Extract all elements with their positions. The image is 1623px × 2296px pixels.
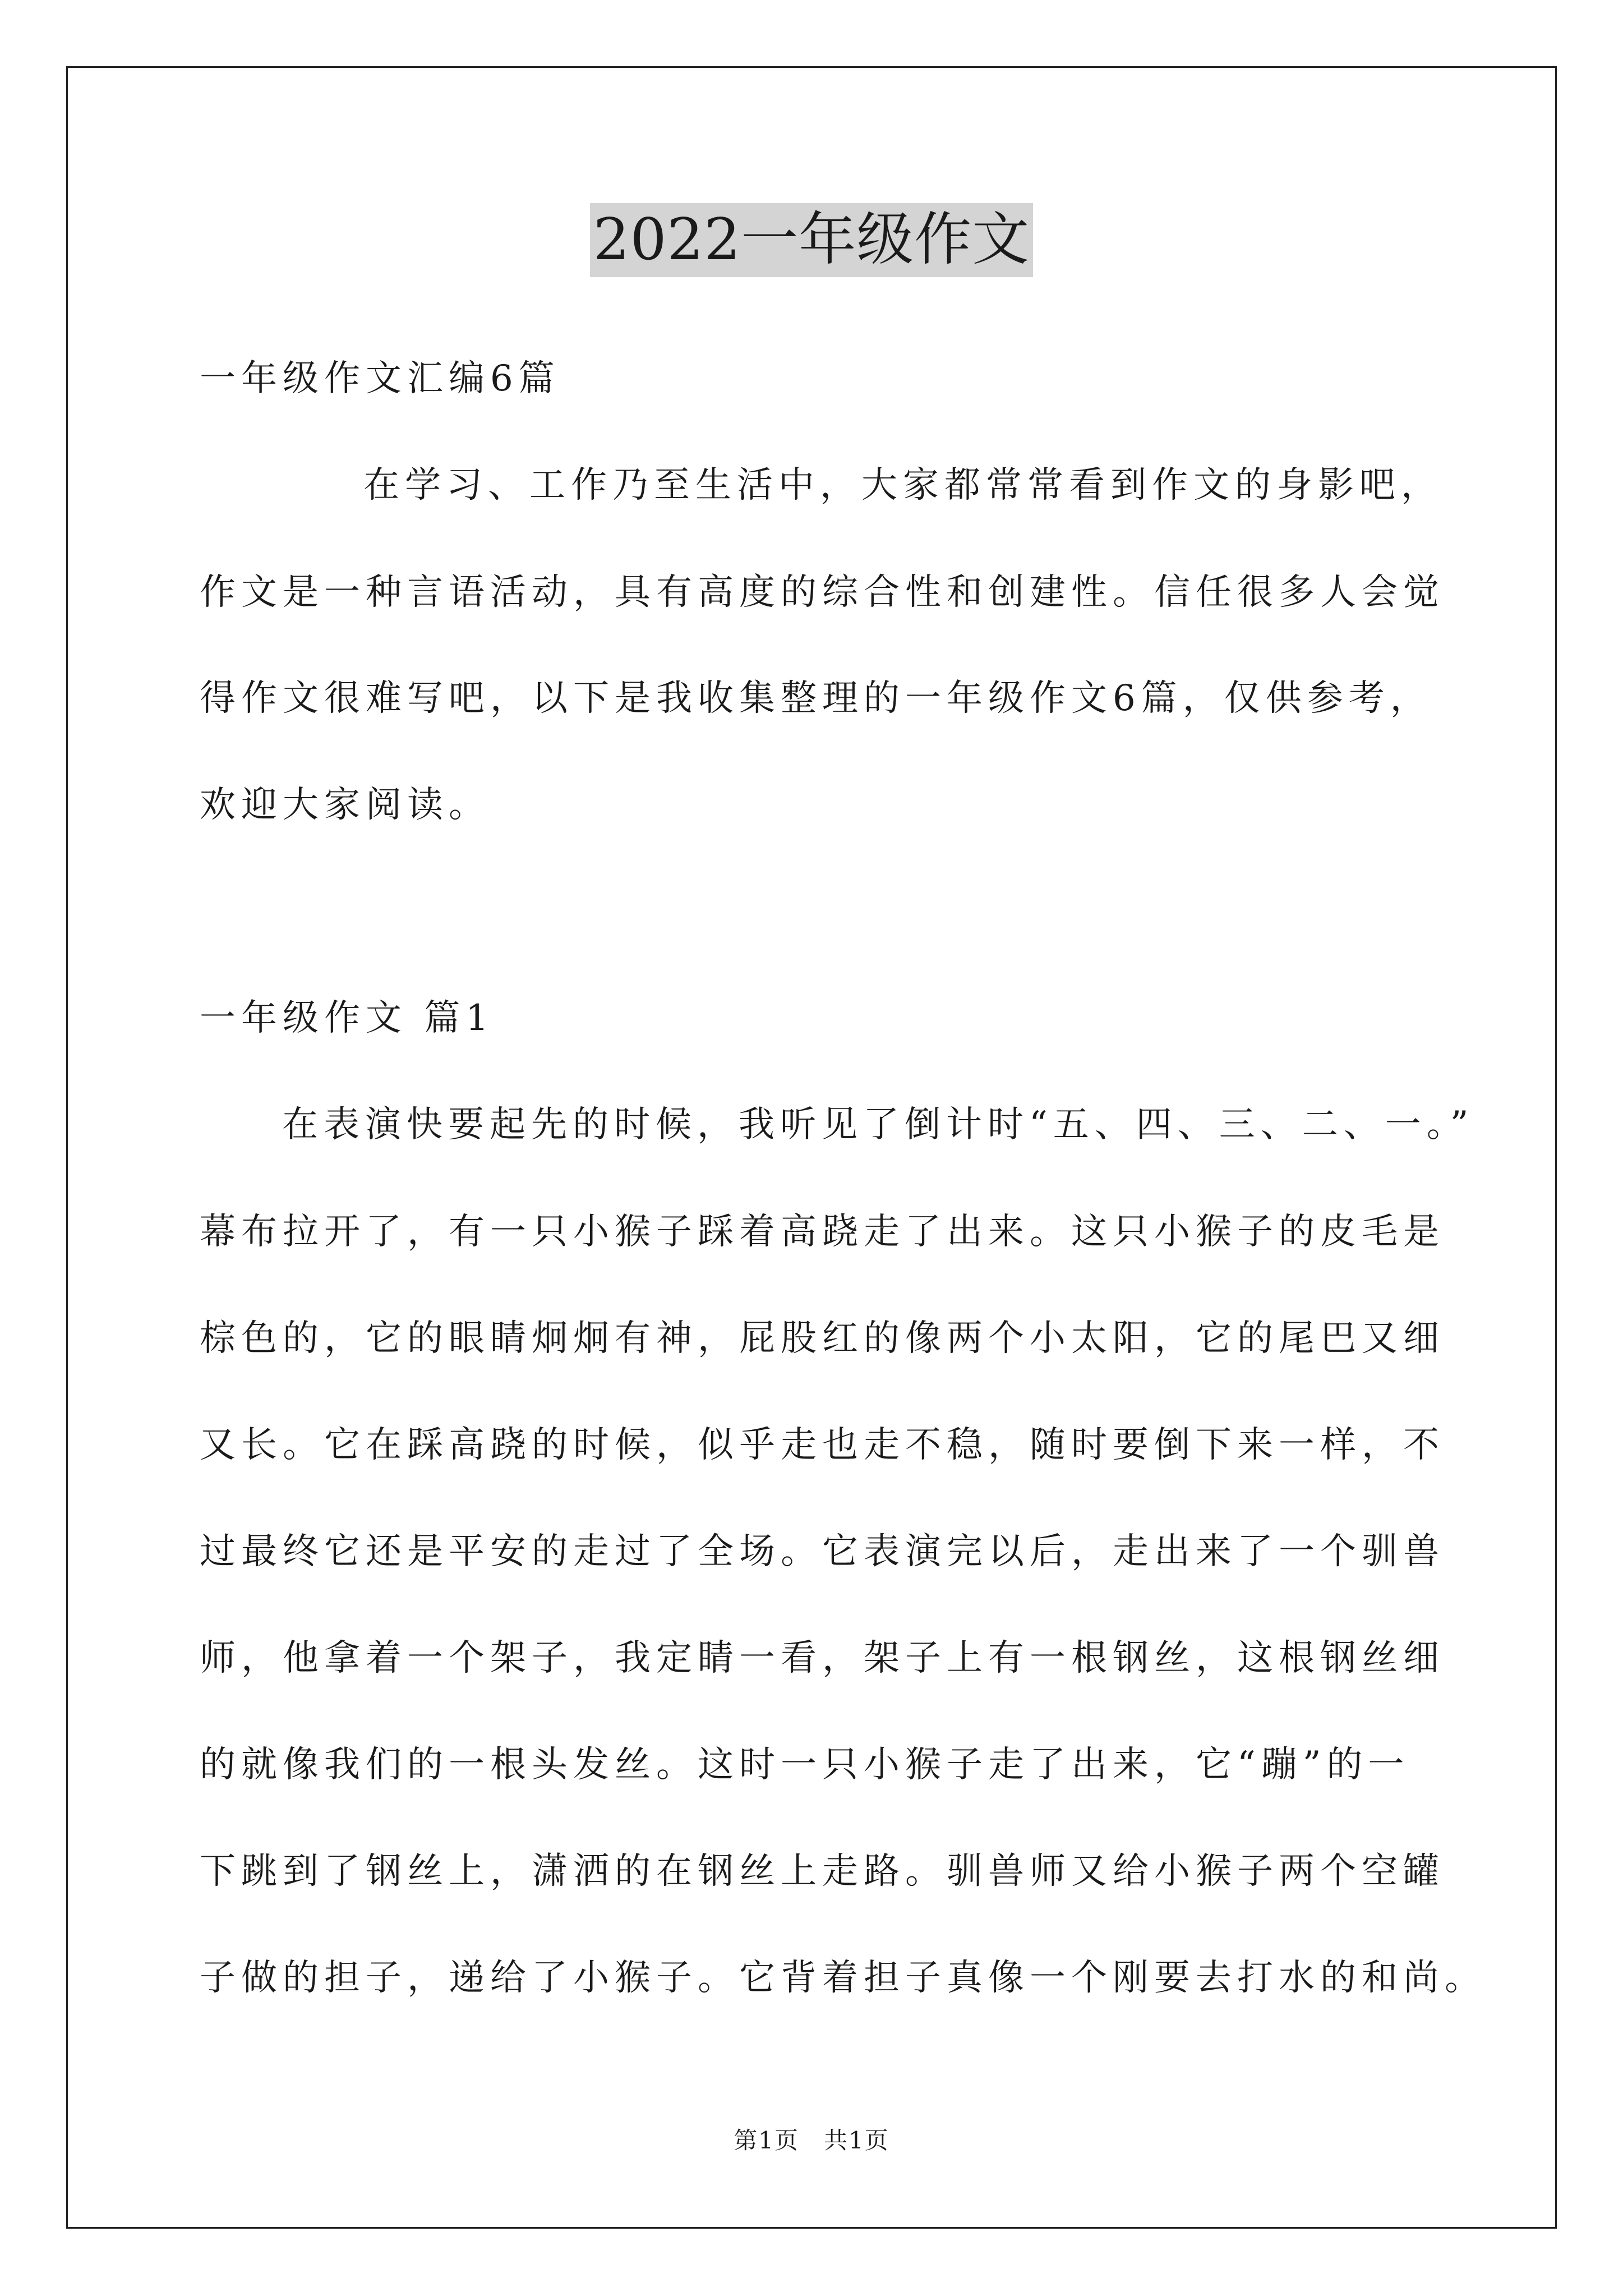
section-heading: 一年级作文 篇1 [200, 997, 495, 1039]
intro-line-3: 得作文很难写吧，以下是我收集整理的一年级作文6篇，仅供参考， [200, 678, 1432, 719]
title-container [0, 203, 1623, 277]
body-line-2: 幕布拉开了，有一只小猴子踩着高跷走了出来。这只小猴子的皮毛是 [200, 1211, 1445, 1253]
document-subtitle: 一年级作文汇编6篇 [200, 358, 560, 399]
body-line-8: 下跳到了钢丝上，潇洒的在钢丝上走路。驯兽师又给小猴子两个空罐 [200, 1851, 1445, 1892]
body-line-6: 师，他拿着一个架子，我定睛一看，架子上有一根钢丝，这根钢丝细 [200, 1637, 1445, 1679]
body-line-5: 过最终它还是平安的走过了全场。它表演完以后，走出来了一个驯兽 [200, 1531, 1445, 1572]
page-footer: 第1页 共1页 [734, 2127, 889, 2154]
body-line-3: 棕色的，它的眼睛炯炯有神，屁股红的像两个小太阳，它的尾巴又细 [200, 1318, 1445, 1359]
body-line-9: 子做的担子，递给了小猴子。它背着担子真像一个刚要去打水的和尚。 [200, 1957, 1486, 1999]
body-line-1: 在表演快要起先的时候，我听见了倒计时“五、四、三、二、一。” [282, 1104, 1474, 1145]
document-title: 2022一年级作文 [590, 203, 1034, 277]
intro-line-2: 作文是一种言语活动，具有高度的综合性和创建性。信任很多人会觉 [200, 572, 1445, 613]
body-line-4: 又长。它在踩高跷的时候，似乎走也走不稳，随时要倒下来一样，不 [200, 1424, 1445, 1466]
intro-line-4: 欢迎大家阅读。 [200, 784, 490, 826]
body-line-7: 的就像我们的一根头发丝。这时一只小猴子走了出来，它“蹦”的一 [200, 1744, 1410, 1786]
intro-line-1: 在学习、工作乃至生活中，大家都常常看到作文的身影吧， [363, 464, 1442, 506]
